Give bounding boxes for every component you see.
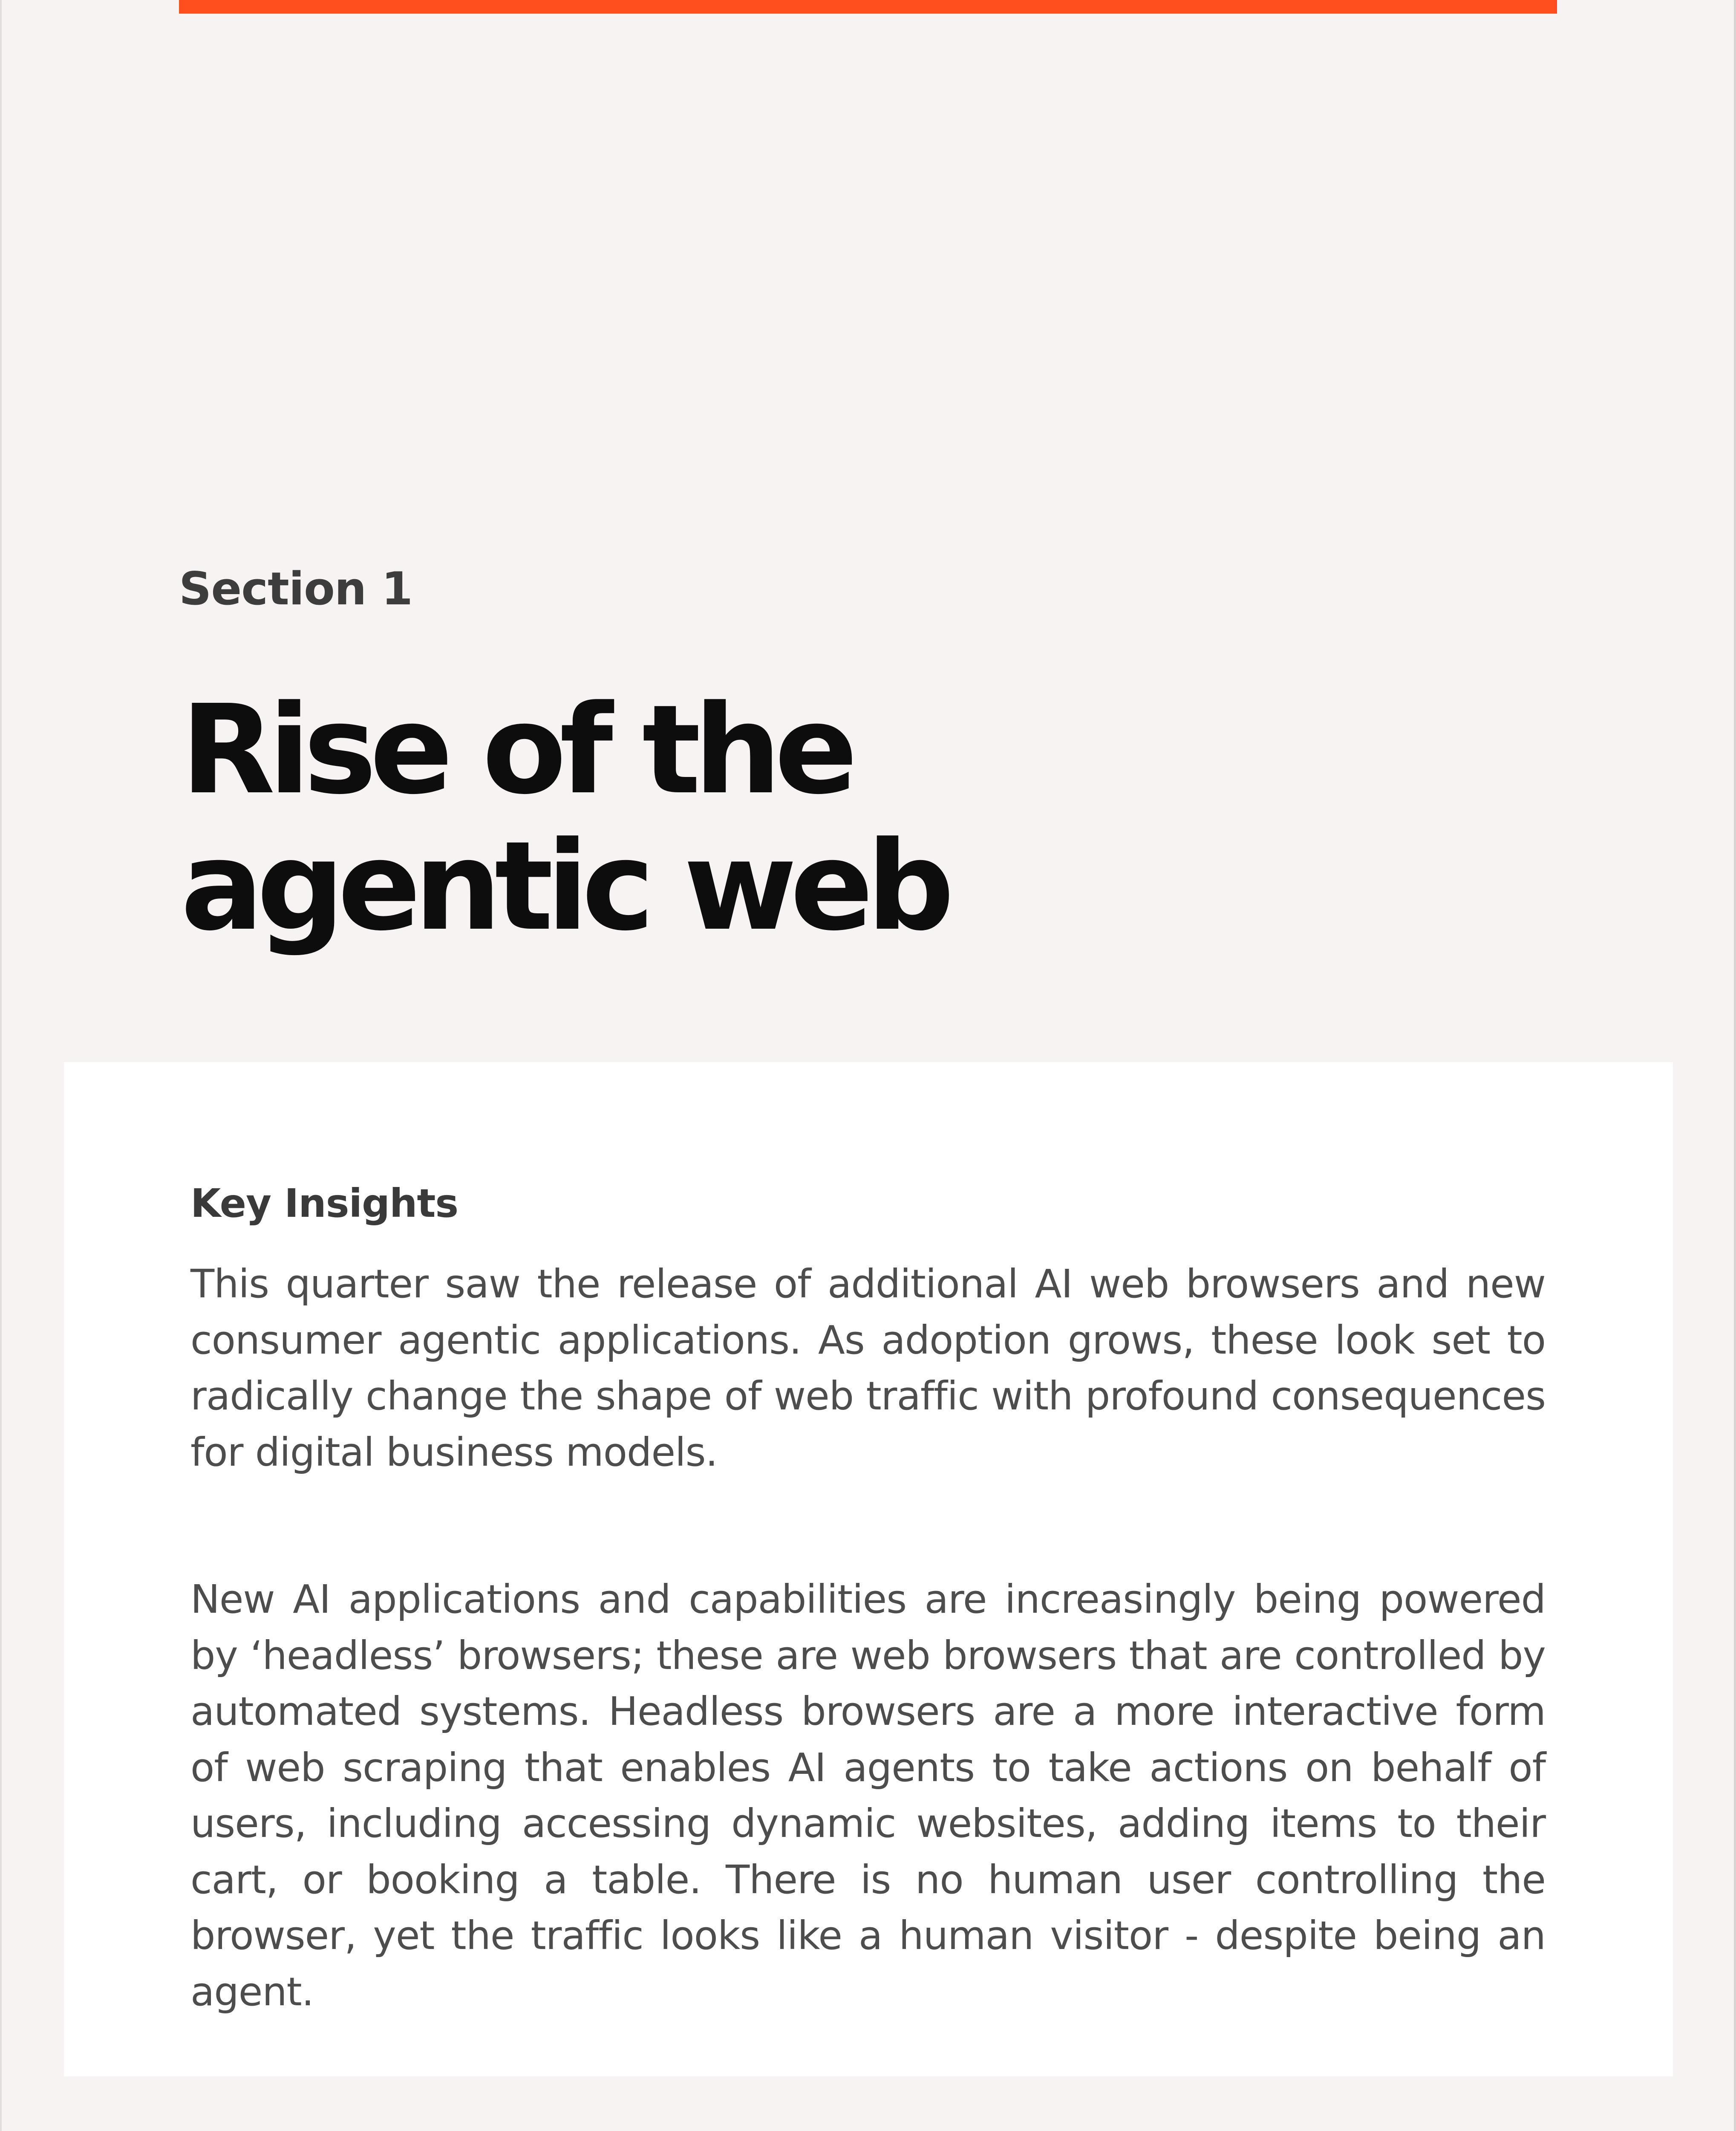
key-insights-panel [64,1062,1673,2076]
page-left-edge [0,0,2,2131]
insight-paragraph: New AI applications and capabilities are increasingly being powered by ‘headless’ browsers; these are web browsers that are controlled by automated systems. Headless browsers are a more interactive form of web scraping that enables AI agents to take actions on behalf of users, including accessing dynamic websites, adding items to their cart, or booking a table. There is no human user controlling the browser, yet the traffic looks like a human visitor - despite being an agent. [190,1577,1546,2015]
insight-paragraph: This quarter saw the release of additional AI web browsers and new consumer agentic applications. As adoption grows, these look set to radically change the shape of web traffic with profound consequences for digital business models. [190,1261,1546,1475]
page-title: Rise of the agentic web [181,679,948,958]
section-label: Section 1 [179,563,413,615]
top-accent-bar [179,0,1557,14]
key-insights-heading: Key Insights [190,1181,459,1226]
page-right-edge [1734,0,1736,2131]
